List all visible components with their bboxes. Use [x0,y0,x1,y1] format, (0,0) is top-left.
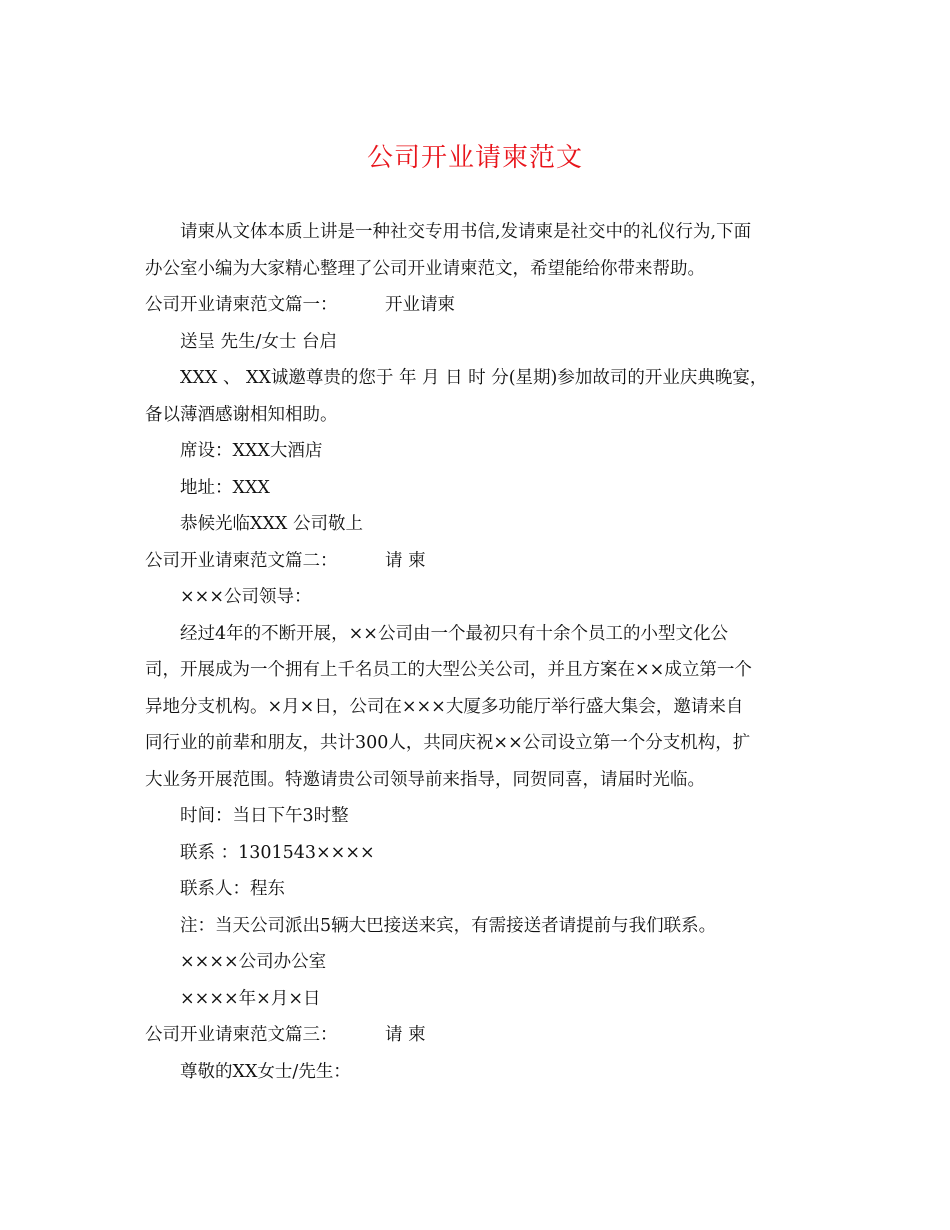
section1-signature: 恭候光临XXX 公司敬上 [180,514,363,534]
section1-body-line: 备以薄酒感谢相知相助。 [145,404,338,425]
section2-date: ××××年×月×日 [180,988,321,1009]
section2-heading [145,543,805,580]
section2-body-line: 同行业的前辈和朋友，共计300人，共同庆祝××公司设立第一个分支机构，扩 [145,733,751,753]
section1-venue: 席设：XXX大酒店 [180,441,323,461]
section2-contact-phone: 联系 ：1301543×××× [180,842,375,863]
section1-body-line: XXX 、 XX诚邀尊贵的您于 年 月 日 时 分(星期)参加故司的开业庆典晚宴， [180,368,768,388]
section3-recipient: 尊敬的XX女士/先生： [180,1061,351,1082]
section3-heading [145,1017,805,1054]
document-body [145,214,805,1090]
section1-address: 地址：XXX [180,477,270,498]
section2-heading-label: 公司开业请柬范文篇二： [145,550,338,571]
section3-heading-label: 公司开业请柬范文篇三： [145,1025,338,1045]
section3-heading-title: 请 柬 [385,1025,426,1045]
section1-heading-label: 公司开业请柬范文篇一： [145,295,338,315]
section2-body-line: 经过4年的不断开展，××公司由一个最初只有十余个员工的小型文化公 [180,623,728,644]
section2-body-line: 异地分支机构。×月×日，公司在×××大厦多功能厅举行盛大集会，邀请来自 [145,696,744,717]
intro-line: 请柬从文体本质上讲是一种社交专用书信,发请柬是社交中的礼仪行为,下面 [180,222,752,242]
section2-recipient: ×××公司领导： [180,587,312,607]
section2-note: 注：当天公司派出5辆大巴接送来宾，有需接送者请提前与我们联系。 [180,915,717,936]
section1-heading-title: 开业请柬 [385,295,455,315]
section2-body-line: 大业务开展范围。特邀请贵公司领导前来指导，同贺同喜，请届时光临。 [145,769,705,790]
section1-heading [145,287,805,324]
document-title: 公司开业请柬范文 [366,143,583,173]
section2-time: 时间：当日下午3时整 [180,806,349,826]
section2-body-line: 司，开展成为一个拥有上千名员工的大型公关公司，并且方案在××成立第一个 [145,660,752,680]
section2-contact-person: 联系人：程东 [180,879,285,899]
section2-office: ××××公司办公室 [180,952,327,972]
section1-recipient: 送呈 先生/女士 台启 [180,331,338,352]
section2-heading-title: 请 柬 [385,550,426,571]
intro-line: 办公室小编为大家精心整理了公司开业请柬范文，希望能给你带来帮助。 [145,258,705,279]
